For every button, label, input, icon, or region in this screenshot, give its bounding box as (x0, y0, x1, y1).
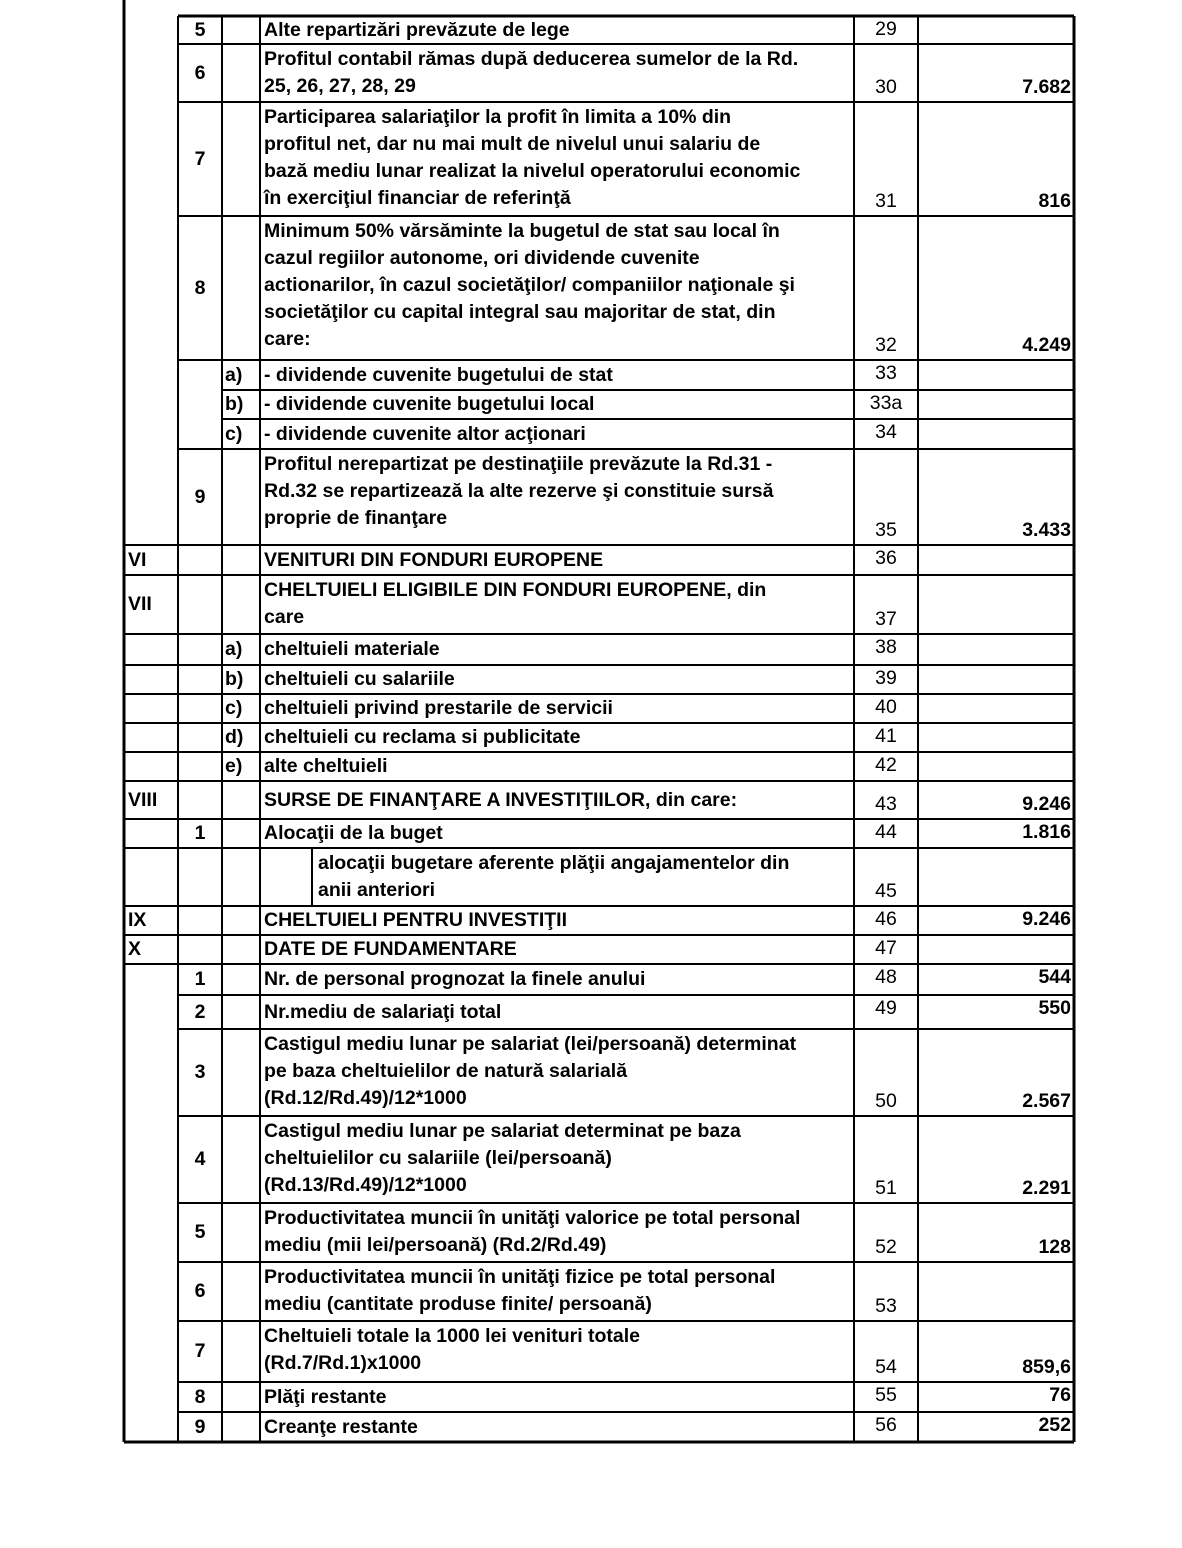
row-chapter (124, 665, 178, 694)
row-description: VENITURI DIN FONDURI EUROPENE (264, 548, 604, 571)
row-description: CHELTUIELI PENTRU INVESTIŢII (264, 909, 567, 931)
row-number (178, 906, 222, 935)
row-description: Profitul contabil rămas după deducerea sumelor de la Rd. 25, 26, 27, 28, 29 (264, 48, 799, 97)
row-chapter (124, 390, 178, 419)
row-value (918, 390, 1074, 419)
row-code: 38 (875, 636, 897, 658)
row-code: 48 (875, 966, 897, 988)
row-number (178, 545, 222, 575)
row-number (178, 665, 222, 694)
row-code: 35 (875, 519, 897, 541)
row-description: Alocaţii de la buget (264, 822, 443, 844)
row-chapter (124, 102, 178, 216)
row-number (178, 694, 222, 723)
row-letter (222, 102, 260, 216)
row-number (178, 781, 222, 819)
row-letter: e) (225, 755, 243, 777)
row-code: 30 (875, 76, 897, 98)
row-value: 544 (1038, 966, 1071, 988)
row-description: cheltuieli cu salariile (264, 668, 455, 690)
row-code: 46 (875, 908, 897, 930)
row-code: 49 (875, 997, 897, 1019)
row-value: 4.249 (1022, 334, 1071, 356)
row-chapter (124, 1382, 178, 1412)
row-value (918, 665, 1074, 694)
row-description: DATE DE FUNDAMENTARE (264, 938, 517, 960)
row-description: Minimum 50% vărsăminte la bugetul de stat sau local în cazul regiilor autonome, ori dividende cuvenite actionarilor, în cazul societăţilor/ companiilor naţionale şi societăţilor cu capital integral sau majoritar de stat, din care: (264, 220, 795, 350)
row-value: 252 (1038, 1414, 1071, 1436)
row-chapter (124, 44, 178, 102)
row-number: 9 (194, 485, 206, 508)
row-number (178, 723, 222, 752)
row-number: 4 (194, 1148, 206, 1170)
row-letter (222, 216, 260, 360)
row-letter (222, 995, 260, 1029)
row-code: 41 (875, 725, 897, 747)
row-code: 52 (875, 1236, 897, 1258)
row-chapter (124, 752, 178, 781)
row-value: 128 (1038, 1236, 1071, 1258)
row-letter (222, 1412, 260, 1442)
row-description: Alte repartizări prevăzute de lege (264, 18, 570, 41)
row-code: 50 (875, 1090, 897, 1112)
row-number: 7 (194, 1340, 206, 1362)
row-code: 55 (875, 1384, 897, 1406)
row-letter (222, 16, 260, 44)
row-description: Productivitatea muncii în unităţi fizice pe total personal mediu (cantitate produse finite/ persoană) (264, 1266, 776, 1315)
row-chapter (124, 723, 178, 752)
row-letter (222, 545, 260, 575)
row-value (918, 634, 1074, 665)
row-description: Productivitatea muncii în unităţi valorice pe total personal mediu (mii lei/persoană) (Rd.2/Rd.49) (264, 1207, 801, 1256)
row-description: Castigul mediu lunar pe salariat (lei/persoană) determinat pe baza cheltuielilor de natură salarială (Rd.12/Rd.49)/12*1000 (264, 1033, 797, 1109)
row-number (178, 390, 222, 419)
row-description: CHELTUIELI ELIGIBILE DIN FONDURI EUROPENE, din care (264, 579, 767, 628)
row-number (178, 575, 222, 634)
row-number (178, 419, 222, 449)
row-description: - dividende cuvenite bugetului de stat (264, 363, 613, 386)
row-code: 33a (869, 392, 903, 414)
row-code: 36 (875, 547, 897, 569)
row-chapter (124, 1203, 178, 1262)
row-letter (222, 1262, 260, 1321)
row-chapter (124, 634, 178, 665)
row-value (918, 752, 1074, 781)
row-number: 8 (194, 276, 206, 299)
row-letter (222, 1029, 260, 1116)
row-description: - dividende cuvenite bugetului local (264, 393, 595, 415)
row-chapter (124, 16, 178, 44)
row-letter (222, 1116, 260, 1203)
row-number: 6 (194, 61, 206, 84)
row-value (918, 723, 1074, 752)
row-chapter (124, 694, 178, 723)
row-letter (222, 848, 260, 906)
row-letter: b) (225, 668, 244, 690)
row-number: 9 (194, 1415, 206, 1438)
row-code: 31 (875, 190, 897, 212)
row-chapter (124, 964, 178, 995)
row-code: 40 (875, 696, 897, 718)
row-value (918, 419, 1074, 449)
row-code: 29 (875, 18, 897, 40)
row-description: cheltuieli materiale (264, 638, 440, 660)
row-number (178, 360, 222, 390)
row-value: 7.682 (1022, 76, 1071, 98)
row-letter (222, 781, 260, 819)
row-description: Participarea salariaţilor la profit în limita a 10% din profitul net, dar nu mai mult de nivelul unui salariu de bază mediu lunar realizat la nivelul operatorului economic în exerciţiul financiar de referinţă (264, 106, 801, 209)
row-code: 44 (875, 821, 897, 843)
row-value (918, 694, 1074, 723)
row-description: - dividende cuvenite altor acţionari (264, 422, 586, 445)
row-letter (222, 819, 260, 848)
row-description: Cheltuieli totale la 1000 lei venituri totale (Rd.7/Rd.1)x1000 (264, 1325, 641, 1374)
row-description: alocaţii bugetare aferente plăţii angajamentelor din anii anteriori (318, 852, 790, 901)
row-letter (222, 935, 260, 964)
row-number: 1 (194, 822, 206, 844)
row-chapter (124, 449, 178, 545)
row-letter (222, 449, 260, 545)
row-code: 43 (875, 793, 897, 815)
row-letter (222, 44, 260, 102)
row-value: 816 (1038, 190, 1071, 212)
row-letter (222, 964, 260, 995)
row-value: 2.291 (1022, 1177, 1071, 1199)
row-value: 2.567 (1022, 1090, 1071, 1112)
row-description: Nr. de personal prognozat la finele anului (264, 968, 646, 990)
row-code: 45 (875, 880, 897, 902)
row-chapter (124, 216, 178, 360)
row-number: 5 (194, 18, 206, 41)
row-letter (222, 1321, 260, 1382)
row-chapter: IX (128, 909, 147, 931)
row-number (178, 848, 222, 906)
row-chapter (124, 819, 178, 848)
row-value (918, 360, 1074, 390)
row-value (918, 1262, 1074, 1321)
row-value: 76 (1049, 1384, 1071, 1406)
row-value (918, 16, 1074, 44)
row-code: 33 (875, 362, 897, 384)
row-chapter (124, 1116, 178, 1203)
row-value: 9.246 (1022, 793, 1071, 815)
row-chapter (124, 848, 178, 906)
row-value (918, 545, 1074, 575)
row-code: 34 (875, 421, 897, 443)
row-code: 42 (875, 754, 897, 776)
row-chapter (124, 419, 178, 449)
row-value: 3.433 (1022, 519, 1071, 541)
row-code: 39 (875, 667, 897, 689)
row-number: 8 (194, 1385, 206, 1408)
row-number: 7 (194, 147, 206, 170)
row-code: 37 (875, 608, 897, 630)
row-description: SURSE DE FINANŢARE A INVESTIŢIILOR, din care: (264, 788, 738, 811)
row-number: 3 (194, 1061, 206, 1083)
row-value (918, 848, 1074, 906)
row-code: 47 (875, 937, 897, 959)
row-letter: a) (225, 638, 243, 660)
row-number: 2 (194, 1000, 206, 1023)
row-chapter: X (128, 938, 142, 960)
row-letter: c) (225, 697, 243, 719)
row-number (178, 634, 222, 665)
row-letter (222, 575, 260, 634)
row-letter (222, 1203, 260, 1262)
row-letter (222, 906, 260, 935)
row-chapter (124, 995, 178, 1029)
row-chapter: VI (128, 548, 147, 571)
row-number: 6 (194, 1280, 206, 1302)
row-chapter (124, 360, 178, 390)
row-value: 9.246 (1022, 908, 1071, 930)
row-letter: c) (225, 422, 243, 445)
row-code: 54 (875, 1356, 897, 1378)
row-chapter (124, 1262, 178, 1321)
row-letter: a) (225, 363, 243, 386)
row-description: Castigul mediu lunar pe salariat determinat pe baza cheltuielilor cu salariile (lei/persoană) (Rd.13/Rd.49)/12*1000 (264, 1120, 741, 1196)
row-chapter: VII (128, 593, 152, 615)
row-value: 859,6 (1022, 1356, 1071, 1378)
row-description: Nr.mediu de salariaţi total (264, 1000, 502, 1023)
row-description: cheltuieli privind prestarile de servicii (264, 697, 613, 719)
row-letter: b) (225, 393, 244, 415)
row-value: 1.816 (1022, 821, 1071, 843)
row-description: Plăţi restante (264, 1385, 387, 1408)
row-value (918, 935, 1074, 964)
row-letter (222, 1382, 260, 1412)
row-letter: d) (225, 726, 244, 748)
row-number: 1 (194, 968, 206, 990)
row-description: cheltuieli cu reclama si publicitate (264, 726, 581, 748)
row-code: 56 (875, 1414, 897, 1436)
row-chapter (124, 1412, 178, 1442)
row-number: 5 (194, 1221, 206, 1243)
row-value: 550 (1038, 997, 1071, 1019)
row-code: 32 (875, 334, 897, 356)
row-code: 53 (875, 1295, 897, 1317)
row-description: Profitul nerepartizat pe destinaţiile prevăzute la Rd.31 - Rd.32 se repartizează la alte rezerve şi constituie sursă proprie de finanţare (264, 453, 774, 529)
row-chapter: VIII (128, 788, 158, 811)
row-description: alte cheltuieli (264, 755, 388, 777)
row-number (178, 752, 222, 781)
row-value (918, 575, 1074, 634)
row-chapter (124, 1029, 178, 1116)
row-number (178, 935, 222, 964)
row-chapter (124, 1321, 178, 1382)
row-code: 51 (875, 1177, 897, 1199)
row-description: Creanţe restante (264, 1415, 418, 1438)
